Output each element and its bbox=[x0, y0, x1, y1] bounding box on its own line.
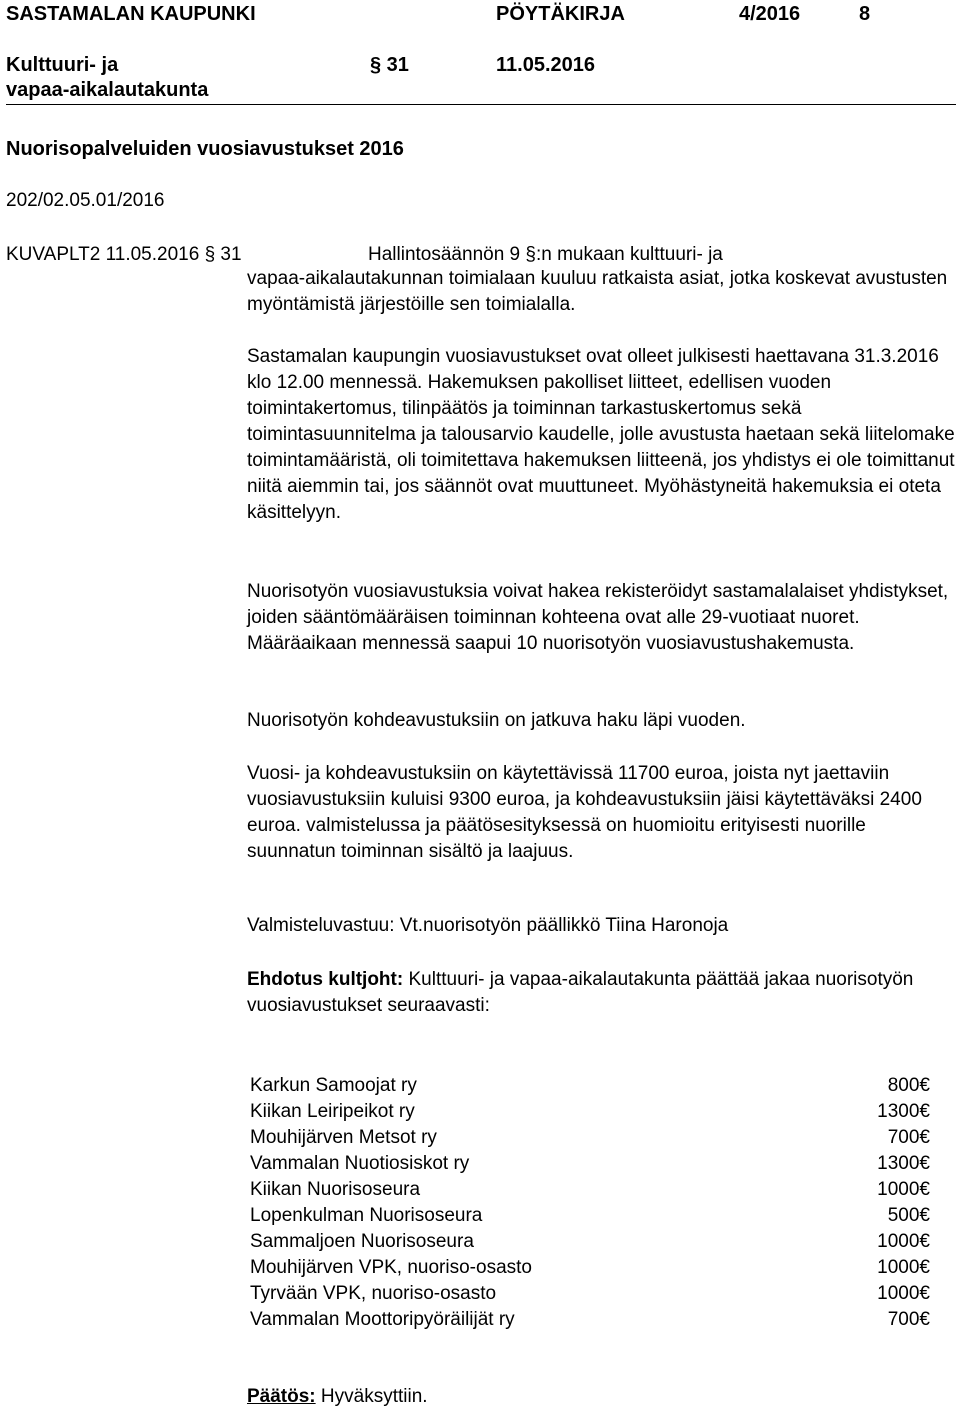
grant-name: Tyrvään VPK, nuoriso-osasto bbox=[250, 1283, 497, 1304]
grant-amount: 1000€ bbox=[877, 1257, 930, 1278]
handling-text: vapaa-aikalautakunnan toimialaan kuuluu ratkaista asiat, jotka koskevat avustusten myöntämistä järjestöille sen toimialalla. bbox=[247, 268, 948, 315]
grant-name: Kiikan Leiripeikot ry bbox=[250, 1101, 415, 1122]
section-number: § 31 bbox=[370, 54, 409, 76]
grant-name: Sammaljoen Nuorisoseura bbox=[250, 1231, 474, 1252]
doc-type: PÖYTÄKIRJA bbox=[496, 3, 625, 25]
page-number: 8 bbox=[859, 3, 871, 25]
grant-amount: 700€ bbox=[887, 1309, 930, 1330]
page-title: Nuorisopalveluiden vuosiavustukset 2016 bbox=[6, 138, 404, 160]
grant-amount: 1000€ bbox=[877, 1179, 930, 1200]
grant-name: Karkun Samoojat ry bbox=[250, 1075, 417, 1096]
grant-name: Vammalan Nuotiosiskot ry bbox=[250, 1153, 470, 1174]
reference-number: 202/02.05.01/2016 bbox=[6, 190, 165, 211]
board-name-line2: vapaa-aikalautakunta bbox=[6, 79, 209, 101]
preparer: Valmisteluvastuu: Vt.nuorisotyön päällikkö Tiina Haronoja bbox=[247, 915, 729, 936]
grant-amount: 700€ bbox=[887, 1127, 930, 1148]
proposal-text: Kulttuuri- ja vapaa-aikalautakunta päättää jakaa nuorisotyön vuosiavustukset seuraavasti: bbox=[247, 969, 914, 1016]
list-item bbox=[250, 1203, 930, 1229]
board-name-line1: Kulttuuri- ja bbox=[6, 54, 119, 76]
grant-name: Lopenkulman Nuorisoseura bbox=[250, 1205, 483, 1226]
proposal-label: Ehdotus kultjoht: bbox=[247, 969, 404, 990]
list-item bbox=[250, 1229, 930, 1255]
decision-label: Päätös: bbox=[247, 1386, 316, 1407]
grant-name: Mouhijärven VPK, nuoriso-osasto bbox=[250, 1257, 532, 1278]
grant-name: Kiikan Nuorisoseura bbox=[250, 1179, 421, 1200]
grant-name: Vammalan Moottoripyöräilijät ry bbox=[250, 1309, 515, 1330]
list-item bbox=[250, 1255, 930, 1281]
grant-amount: 1300€ bbox=[877, 1153, 930, 1174]
header-divider bbox=[6, 104, 956, 105]
grant-amount: 1000€ bbox=[877, 1231, 930, 1252]
list-item bbox=[250, 1125, 930, 1151]
decision bbox=[247, 1386, 428, 1408]
list-item bbox=[250, 1281, 930, 1307]
paragraph-application-period: Sastamalan kaupungin vuosiavustukset ovat olleet julkisesti haettavana 31.3.2016 klo 12.00 mennessä. Hakemuksen pakolliset liitteet, edellisen vuoden toimintakertomus, tilinpäätös ja toiminnan tarkastuskertomus sekä toimintasuunnitelma ja talousarvio kaudelle, jolle avustusta haetaan sekä liitelomake toimintamääristä, oli toimitettava hakemuksen liitteenä, jos yhdistys ei ole toimittanut niitä aiemmin tai, jos säännöt ovat muuttuneet. Myöhästyneitä hakemuksia ei oteta käsittelyyn. bbox=[247, 346, 955, 523]
list-item bbox=[250, 1151, 930, 1177]
handling-first-line: Hallintosäännön 9 §:n mukaan kulttuuri- ja bbox=[368, 244, 723, 265]
grants-list bbox=[250, 1073, 930, 1333]
handling-prefix: KUVAPLT2 11.05.2016 § 31 bbox=[6, 244, 242, 265]
list-item bbox=[250, 1099, 930, 1125]
grant-amount: 500€ bbox=[887, 1205, 930, 1226]
list-item bbox=[250, 1177, 930, 1203]
paragraph-targeted-grants: Nuorisotyön kohdeavustuksiin on jatkuva haku läpi vuoden. bbox=[247, 710, 746, 731]
doc-number: 4/2016 bbox=[739, 3, 801, 25]
meeting-date: 11.05.2016 bbox=[496, 54, 595, 76]
list-item bbox=[250, 1073, 930, 1099]
grant-name: Mouhijärven Metsot ry bbox=[250, 1127, 437, 1148]
list-item bbox=[250, 1307, 930, 1333]
grant-amount: 1300€ bbox=[877, 1101, 930, 1122]
decision-text: Hyväksyttiin. bbox=[320, 1386, 428, 1407]
paragraph-eligibility: Nuorisotyön vuosiavustuksia voivat hakea rekisteröidyt sastamalalaiset yhdistykset, joiden sääntömääräisen toiminnan kohteena ovat alle 29-vuotiaat nuoret. Määräaikaan mennessä saapui 10 nuorisotyön vuosiavustushakemusta. bbox=[247, 581, 949, 654]
proposal bbox=[247, 967, 959, 1019]
paragraph-budget: Vuosi- ja kohdeavustuksiin on käytettävissä 11700 euroa, joista nyt jaettaviin vuosiavustuksiin kuluisi 9300 euroa, ja kohdeavustuksiin jäisi käytettäväksi 2400 euroa. valmistelussa ja päätösesityksessä on huomioitu erityisesti nuorille suunnatun toiminnan sisältö ja laajuus. bbox=[247, 763, 922, 862]
org-name: SASTAMALAN KAUPUNKI bbox=[6, 3, 256, 25]
grant-amount: 1000€ bbox=[877, 1283, 930, 1304]
grant-amount: 800€ bbox=[887, 1075, 930, 1096]
